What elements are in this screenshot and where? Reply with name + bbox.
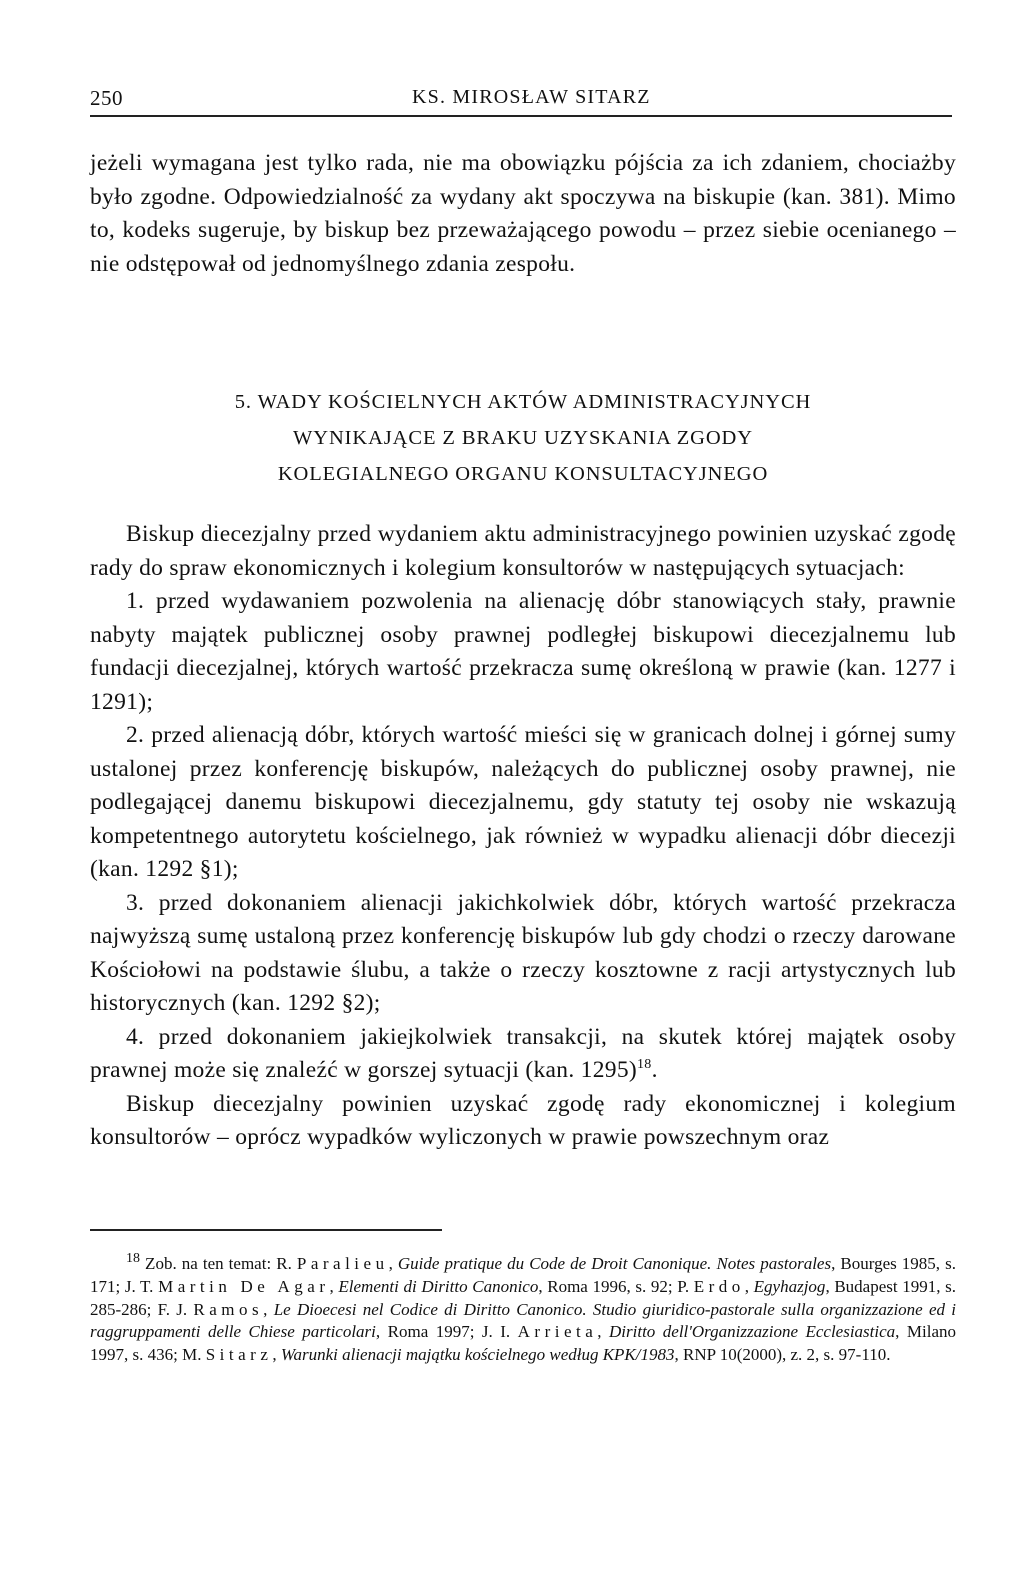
footnote-text: , [597, 1322, 610, 1342]
section-heading-line: WYNIKAJĄCE Z BRAKU UZYSKANIA ZGODY [293, 427, 753, 449]
footnote-text: , RNP 10(2000), z. 2, s. 97-110. [674, 1345, 891, 1365]
footnote-title: Egyhazjog [753, 1276, 826, 1296]
list-item: 1. przed wydawaniem pozwolenia na alienację dóbr stanowiących stały, prawnie nabyty majątek publicznej osoby prawnej podległej biskupowi diecezjalnemu lub fundacji diecezjalnej, których wartość przekracza sumę określoną w prawie (kan. 1277 i 1291); [90, 588, 956, 715]
footnote-reference[interactable]: 18 [637, 1057, 652, 1073]
footnote-text: , Roma 1997; J. I. [375, 1322, 518, 1342]
footnote-author: Paralieu [296, 1254, 389, 1273]
footnote-text: , [272, 1345, 281, 1365]
footnote-text: , Milano 1997, s. 436; M. [90, 1322, 957, 1365]
section-heading-line: KOLEGIALNEGO ORGANU KONSULTACYJNEGO [277, 463, 769, 485]
footnote-text: , Roma 1996, s. 92; P. [538, 1276, 694, 1296]
footnote-title: Guide pratique du Code de Droit Canonique. Notes pastorales [397, 1254, 832, 1273]
footnote-text: , [744, 1276, 754, 1296]
footnote: $^{18}$ Zob. na ten temat: R. Paralieu, Guide pratique du Code de Droit Canonique. Notes pastorales, Bourges 1985, s. 171; J. T. Martin De Agar, Elementi di Diritto Canonico, Roma 1996, s. 92; P. Erdo, Egyhazjog, Budapest 1991, s. 285-286; F. J. Ramos, Le Dioecesi nel Codice di Diritto Canonico. Studio giuridico-pastorale sulla organizzazione ed i raggruppamenti delle Chiese particolari, Roma 1997; J. I. Arrieta, Diritto dell'Organizzazione Ecclesiastica, Milano 1997, s. 436; M. Sitarz, Warunki alienacji majątku kościelnego według KPK/1983, RNP 10(2000), z. 2, s. 97-110. [90, 1251, 957, 1365]
footnote-title: Diritto dell'Organizzazione Ecclesiastica [609, 1322, 896, 1342]
footnote-author: Martin De Agar [158, 1276, 330, 1296]
footnote-text: , [388, 1254, 398, 1273]
page-number: 250 [90, 86, 123, 110]
footnote-author: Ramos [193, 1299, 264, 1319]
footnote-author: Erdo [693, 1276, 745, 1296]
footnote-text: Zob. na ten temat: R. [140, 1254, 297, 1273]
list-item [90, 1021, 956, 1088]
section-body [90, 518, 956, 1155]
header-rule [90, 115, 952, 117]
footnote-title: Le Dioecesi nel Codice di Diritto Canonico. Studio giuridico-pastorale sulla organizzazione ed i raggruppamenti delle Chiese particolari [90, 1299, 957, 1342]
footnote-title: Elementi di Diritto Canonico [338, 1276, 539, 1296]
footnote-author: Sitarz [205, 1345, 273, 1365]
footnote-text: , Budapest 1991, s. 285-286; F. J. [90, 1276, 956, 1319]
section-heading [90, 384, 956, 492]
footnote-title: Warunki alienacji majątku kościelnego według KPK/1983 [280, 1345, 675, 1365]
running-title: KS. MIROSŁAW SITARZ [412, 86, 651, 108]
running-header [90, 86, 952, 116]
footnote-rule [90, 1229, 442, 1231]
footnote-text: , [263, 1299, 274, 1319]
list-item-end: . [651, 1057, 658, 1083]
list-item: 2. przed alienacją dóbr, których wartość mieści się w granicach dolnej i górnej sumy ustalonej przez konferencję biskupów, należących do publicznej osoby prawnej, nie podlegającej danemu biskupowi diecezjalnemu, gdy statuty tej osoby nie wskazują kompetentnego autorytetu kościelnego, jak również w wypadku alienacji dóbr diecezji (kan. 1292 §1); [90, 722, 956, 882]
list-item-text: 4. przed dokonaniem jakiejkolwiek transakcji, na skutek której majątek osoby prawnej może się znaleźć w gorszej sytuacji (kan. 1295) [90, 1023, 956, 1083]
section-heading-line: 5. WADY KOŚCIELNYCH AKTÓW ADMINISTRACYJNYCH [234, 391, 812, 413]
body-paragraph: Biskup diecezjalny powinien uzyskać zgodę rady ekonomicznej i kolegium konsultorów – oprócz wypadków wyliczonych w prawie powszechnym oraz [90, 1090, 956, 1150]
footnote-text: , Bourges 1985, s. 171; J. T. [90, 1254, 956, 1296]
body-paragraph: Biskup diecezjalny przed wydaniem aktu administracyjnego powinien uzyskać zgodę rady do spraw ekonomicznych i kolegium konsultorów w następujących sytuacjach: [90, 521, 956, 581]
intro-paragraph: jeżeli wymagana jest tylko rada, nie ma obowiązku pójścia za ich zdaniem, chociażby było zgodne. Odpowiedzialność za wydany akt spoczywa na biskupie (kan. 381). Mimo to, kodeks sugeruje, by biskup bez przeważającego powodu – przez siebie ocenianego – nie odstępował od jednomyślnego zdania zespołu. [90, 150, 956, 277]
footnote-text: , [329, 1276, 339, 1296]
footnote-author: Arrieta [517, 1322, 598, 1342]
list-item: 3. przed dokonaniem alienacji jakichkolwiek dóbr, których wartość przekracza najwyższą sumę ustaloną przez konferencję biskupów lub gdy chodzi o rzeczy darowane Kościołowi na podstawie ślubu, a także o rzeczy kosztowne z racji artystycznych lub historycznych (kan. 1292 §2); [90, 889, 956, 1016]
